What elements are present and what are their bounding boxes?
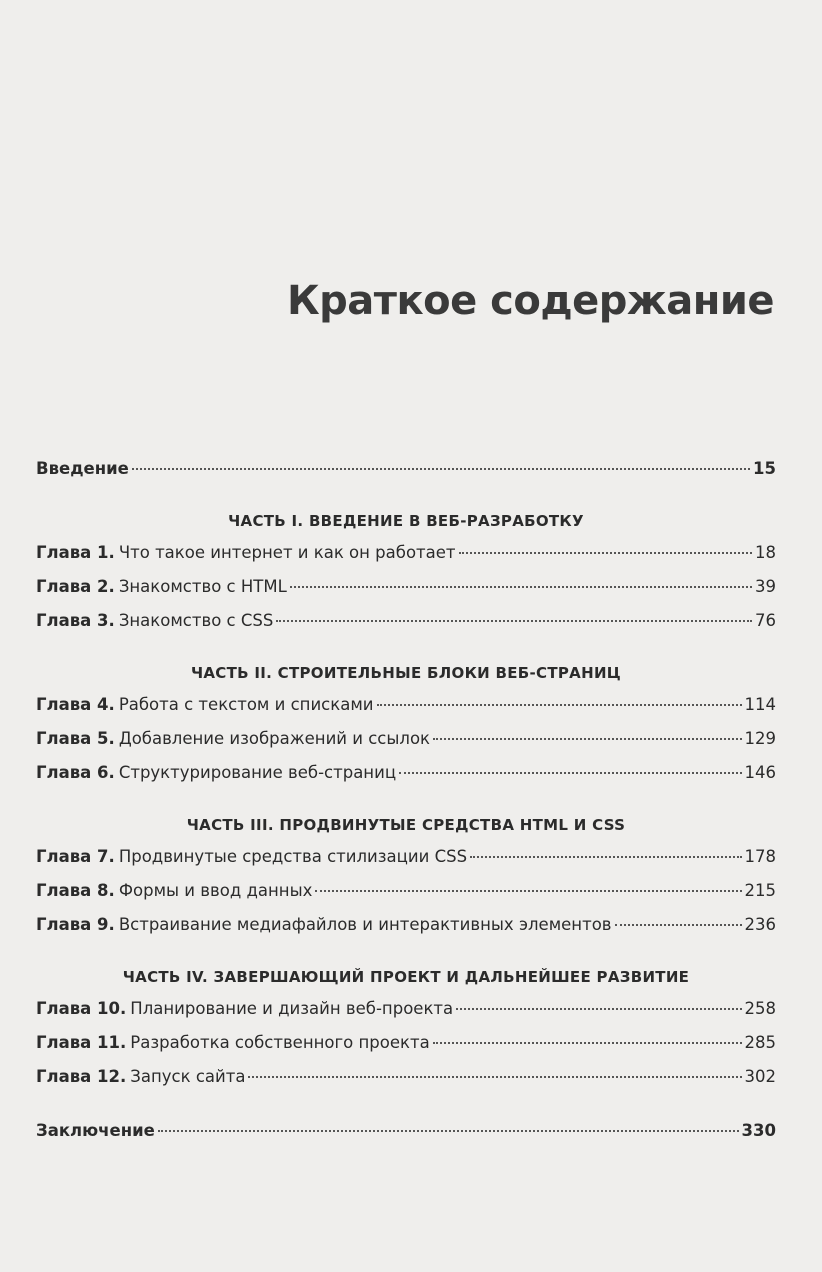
chapter-label: Глава 4. — [36, 695, 115, 714]
toc-chapter-row[interactable] — [36, 536, 776, 570]
toc-chapter-row[interactable] — [36, 908, 776, 942]
chapter-title: Структурирование веб-страниц — [118, 763, 397, 782]
dot-leader — [459, 551, 752, 554]
chapter-title: Встраивание медиафайлов и интерактивных элементов — [118, 915, 612, 934]
toc-chapter-row[interactable] — [36, 570, 776, 604]
dot-leader — [290, 585, 752, 588]
chapter-title: Знакомство с HTML — [118, 577, 287, 596]
toc-intro-row[interactable] — [36, 452, 776, 486]
chapter-label: Глава 6. — [36, 763, 115, 782]
chapter-page: 178 — [744, 847, 776, 866]
dot-leader — [433, 737, 741, 740]
dot-leader — [470, 855, 741, 858]
toc-conclusion-row[interactable] — [36, 1114, 776, 1148]
part-heading-3: ЧАСТЬ III. ПРОДВИНУТЫЕ СРЕДСТВА HTML И CSS — [186, 816, 626, 834]
chapter-title: Формы и ввод данных — [118, 881, 313, 900]
toc-chapter-row[interactable] — [36, 992, 776, 1026]
dot-leader — [158, 1129, 739, 1132]
chapter-title: Продвинутые средства стилизации CSS — [118, 847, 468, 866]
chapter-page: 39 — [755, 577, 776, 596]
chapter-label: Глава 7. — [36, 847, 115, 866]
chapter-page: 258 — [744, 999, 776, 1018]
chapter-title: Планирование и дизайн веб-проекта — [130, 999, 454, 1018]
toc-conclusion-label: Заключение — [36, 1121, 155, 1140]
dot-leader — [377, 703, 742, 706]
toc-intro-page: 15 — [753, 459, 776, 478]
chapter-title: Работа с текстом и списками — [118, 695, 374, 714]
toc-conclusion-page: 330 — [741, 1121, 776, 1140]
chapter-label: Глава 3. — [36, 611, 115, 630]
chapter-label: Глава 11. — [36, 1033, 127, 1052]
chapter-title: Добавление изображений и ссылок — [118, 729, 431, 748]
chapter-page: 76 — [755, 611, 776, 630]
chapter-label: Глава 1. — [36, 543, 115, 562]
dot-leader — [433, 1041, 742, 1044]
chapter-label: Глава 12. — [36, 1067, 127, 1086]
toc-chapter-row[interactable] — [36, 1060, 776, 1094]
chapter-label: Глава 9. — [36, 915, 115, 934]
table-of-contents — [36, 452, 776, 1148]
chapter-title: Запуск сайта — [130, 1067, 246, 1086]
chapter-title: Что такое интернет и как он работает — [118, 543, 456, 562]
toc-chapter-row[interactable] — [36, 840, 776, 874]
dot-leader — [132, 467, 750, 470]
chapter-label: Глава 8. — [36, 881, 115, 900]
page-title: Краткое содержание — [286, 278, 774, 324]
toc-chapter-row[interactable] — [36, 688, 776, 722]
chapter-page: 285 — [744, 1033, 776, 1052]
chapter-title: Знакомство с CSS — [118, 611, 274, 630]
chapter-label: Глава 2. — [36, 577, 115, 596]
dot-leader — [615, 923, 742, 926]
part-heading-1: ЧАСТЬ I. ВВЕДЕНИЕ В ВЕБ-РАЗРАБОТКУ — [228, 512, 584, 530]
dot-leader — [399, 771, 741, 774]
toc-chapter-row[interactable] — [36, 722, 776, 756]
chapter-label: Глава 5. — [36, 729, 115, 748]
dot-leader — [315, 889, 741, 892]
chapter-page: 236 — [744, 915, 776, 934]
part-heading-2: ЧАСТЬ II. СТРОИТЕЛЬНЫЕ БЛОКИ ВЕБ-СТРАНИЦ — [190, 664, 622, 682]
spacer — [36, 1094, 776, 1114]
toc-intro-label: Введение — [36, 459, 129, 478]
chapter-label: Глава 10. — [36, 999, 127, 1018]
toc-chapter-row[interactable] — [36, 604, 776, 638]
part-heading-4: ЧАСТЬ IV. ЗАВЕРШАЮЩИЙ ПРОЕКТ И ДАЛЬНЕЙШЕЕ РАЗВИТИЕ — [122, 968, 690, 986]
chapter-title: Разработка собственного проекта — [130, 1033, 430, 1052]
chapter-page: 215 — [744, 881, 776, 900]
chapter-page: 114 — [744, 695, 776, 714]
dot-leader — [456, 1007, 741, 1010]
toc-chapter-row[interactable] — [36, 1026, 776, 1060]
dot-leader — [248, 1075, 741, 1078]
chapter-page: 146 — [744, 763, 776, 782]
toc-chapter-row[interactable] — [36, 756, 776, 790]
chapter-page: 18 — [755, 543, 776, 562]
chapter-page: 302 — [744, 1067, 776, 1086]
chapter-page: 129 — [744, 729, 776, 748]
dot-leader — [276, 619, 752, 622]
toc-chapter-row[interactable] — [36, 874, 776, 908]
